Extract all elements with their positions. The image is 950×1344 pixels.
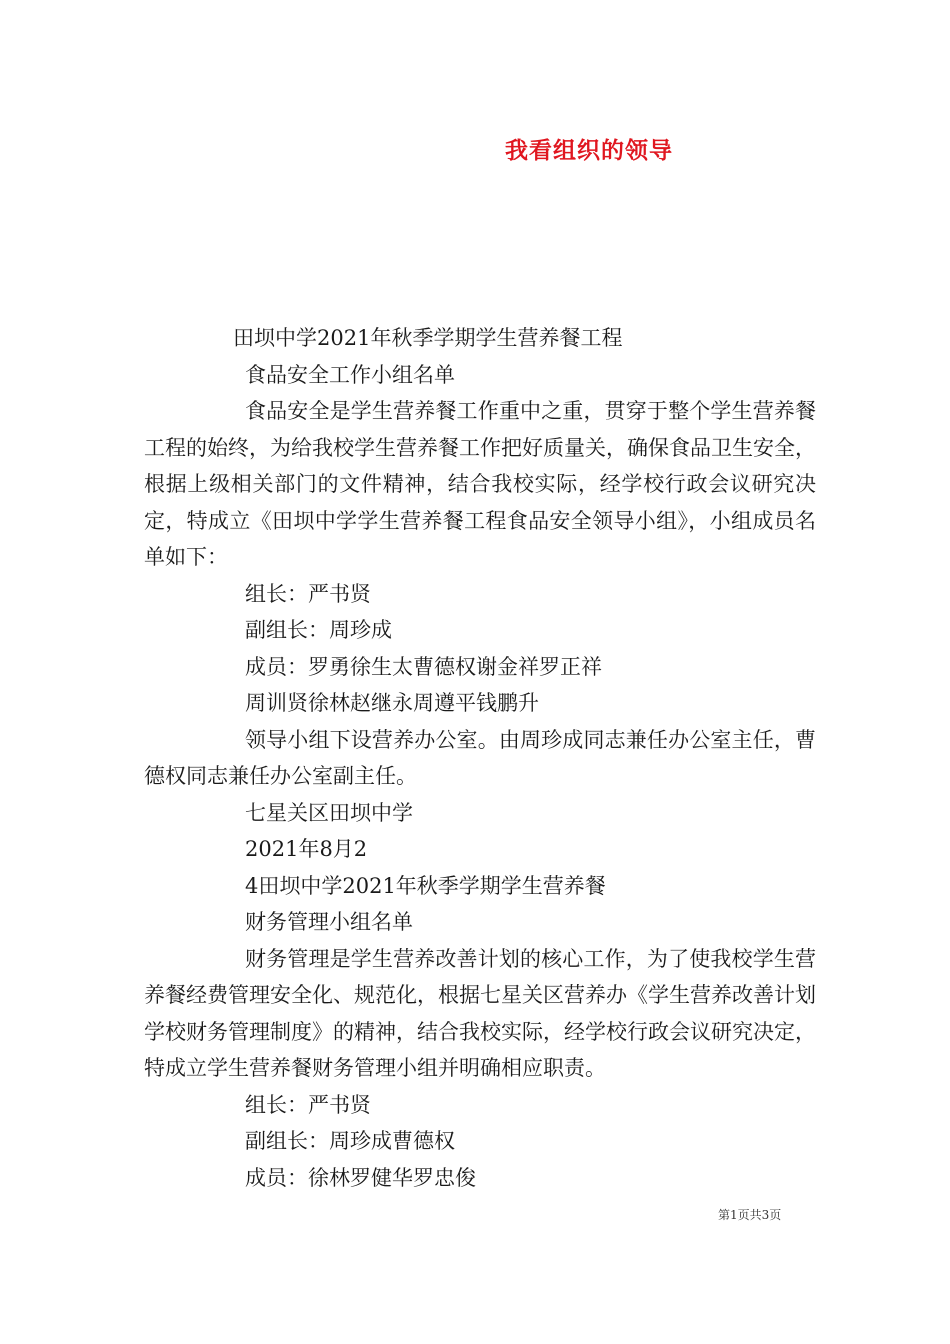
finance-group-vice-leader: 副组长：周珍成曹德权 [245,1129,455,1153]
document-body [144,320,816,1196]
paragraph-office: 领导小组下设营养办公室。由周珍成同志兼任办公室主任，曹德权同志兼任办公室副主任。 [144,727,816,788]
group-leader: 组长：严书贤 [245,581,371,606]
finance-group-leader: 组长：严书贤 [245,1092,371,1117]
paragraph-finance: 财务管理是学生营养改善计划的核心工作，为了使我校学生营养餐经费管理安全化、规范化，根据七星关区营养办《学生营养改善计划学校财务管理制度》的精神，结合我校实际，经学校行政会议研究决定，特成立学生营养餐财务管理小组并明确相应职责。 [144,946,816,1080]
paragraph-food-safety: 食品安全是学生营养餐工作重中之重，贯穿于整个学生营养餐工程的始终，为给我校学生营养餐工作把好质量关，确保食品卫生安全，根据上级相关部门的文件精神，结合我校实际，经学校行政会议研究决定，特成立《田坝中学学生营养餐工程食品安全领导小组》，小组成员名单如下： [144,399,816,569]
heading-finance-project: 4田坝中学2021年秋季学期学生营养餐 [245,873,606,898]
document-date: 2021年8月2 [245,837,368,861]
organization-name: 七星关区田坝中学 [245,800,413,825]
heading-project: 田坝中学2021年秋季学期学生营养餐工程 [233,326,623,350]
heading-food-safety-list: 食品安全工作小组名单 [245,362,455,387]
page-footer: 第1页共3页 [718,1208,782,1222]
group-vice-leader: 副组长：周珍成 [245,618,392,642]
page-title: 我看组织的领导 [505,137,673,164]
group-members: 成员：罗勇徐生太曹德权谢金祥罗正祥 [245,654,602,679]
group-members-continued: 周训贤徐林赵继永周遵平钱鹏升 [245,691,539,715]
heading-finance-list: 财务管理小组名单 [245,910,413,934]
finance-group-members: 成员：徐林罗健华罗忠俊 [245,1165,476,1190]
